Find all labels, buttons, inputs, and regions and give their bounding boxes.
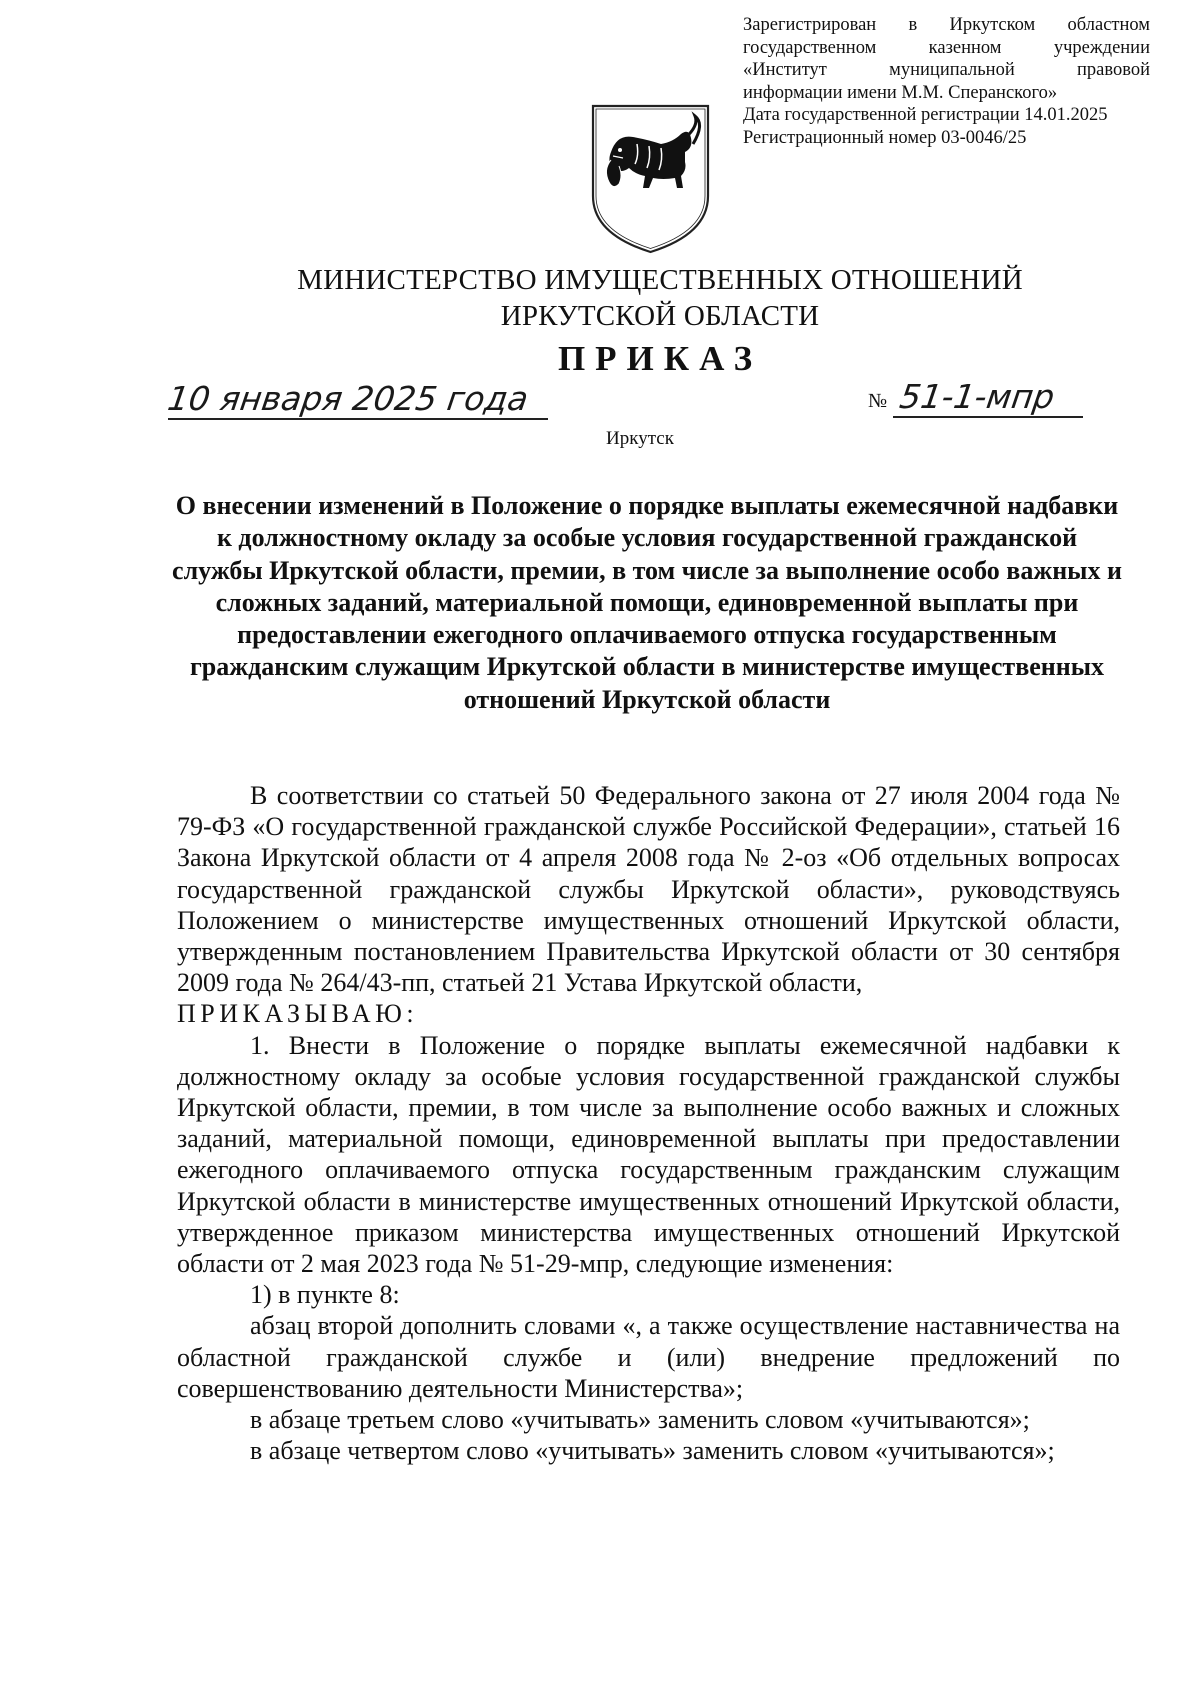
subitem-1-paragraph-c: в абзаце четвертом слово «учитывать» заменить словом «учитываются»; xyxy=(250,1436,1055,1466)
city: Иркутск xyxy=(606,428,674,449)
item-1: 1. Внести в Положение о порядке выплаты ежемесячной надбавки к должностному окладу за особые условия государственной гражданской службы Иркутской области, премии, в том числе за выполнение особо важных и сложных заданий, материальной помощи, единовременной выплаты при предоставлении ежегодного оплачиваемого отпуска государственным гражданским служащим Иркутской области в министерстве имущественных отношений Иркутской области, утвержденное приказом министерства имущественных отношений Иркутской области от 2 мая 2023 года № 51-29-мпр, следующие изменения: xyxy=(177,1030,1120,1279)
registration-stamp xyxy=(743,14,1150,149)
preamble: В соответствии со статьей 50 Федерального закона от 27 июля 2004 года № 79-ФЗ «О государственной гражданской службе Российской Федерации», статьей 16 Закона Иркутской области от 4 апреля 2008 года № 2-оз «Об отдельных вопросах государственной гражданской службы Иркутской области», руководствуясь Положением о министерстве имущественных отношений Иркутской области, утвержденным постановлением Правительства Иркутской области от 30 сентября 2009 года № 264/43-пп, статьей 21 Устава Иркутской области, xyxy=(177,781,1120,998)
subitem-1: 1) в пункте 8: xyxy=(250,1280,400,1310)
order-date-handwritten: 10 января 2025 года xyxy=(165,379,531,418)
registration-line: Дата государственной регистрации 14.01.2025 xyxy=(743,105,1108,125)
subitem-1-paragraph-a: абзац второй дополнить словами «, а также осуществление наставничества на областной гражданской службе и (или) внедрение предложений по совершенствованию деятельности Министерства»; xyxy=(177,1311,1120,1403)
coat-of-arms-icon xyxy=(589,104,712,254)
registration-line: информации имени М.М. Сперанского» xyxy=(743,82,1058,103)
order-title: ПРИКАЗ xyxy=(557,339,763,378)
subitem-1-paragraph-b: в абзаце третьем слово «учитывать» заменить словом «учитываются»; xyxy=(250,1405,1030,1435)
registration-line: Зарегистрирован в Иркутском областном xyxy=(743,15,1150,35)
prikazyvayu-heading: ПРИКАЗЫВАЮ: xyxy=(177,999,419,1029)
ministry-name xyxy=(200,262,1120,334)
ministry-line: ИРКУТСКОЙ ОБЛАСТИ xyxy=(500,300,820,332)
order-number-handwritten: 51-1-мпр xyxy=(897,377,1057,416)
number-underline xyxy=(893,416,1083,418)
order-body xyxy=(177,780,1120,1466)
registration-line: Регистрационный номер 03-0046/25 xyxy=(743,127,1027,148)
registration-line: государственном казенном учреждении xyxy=(743,37,1150,58)
registration-line: «Институт муниципальной правовой xyxy=(743,60,1150,80)
ministry-line: МИНИСТЕРСТВО ИМУЩЕСТВЕННЫХ ОТНОШЕНИЙ xyxy=(297,264,1023,296)
order-number-sign: № xyxy=(868,390,888,412)
date-underline xyxy=(168,418,548,420)
order-subject: О внесении изменений в Положение о порядке выплаты ежемесячной надбавки к должностному окладу за особые условия государственной гражданской службы Иркутской области, премии, в том числе за выполнение особо важных и сложных заданий, материальной помощи, единовременной выплаты при предоставлении ежегодного оплачиваемого отпуска государственным гражданским служащим Иркутской области в министерстве имущественных отношений Иркутской области xyxy=(172,491,1122,714)
